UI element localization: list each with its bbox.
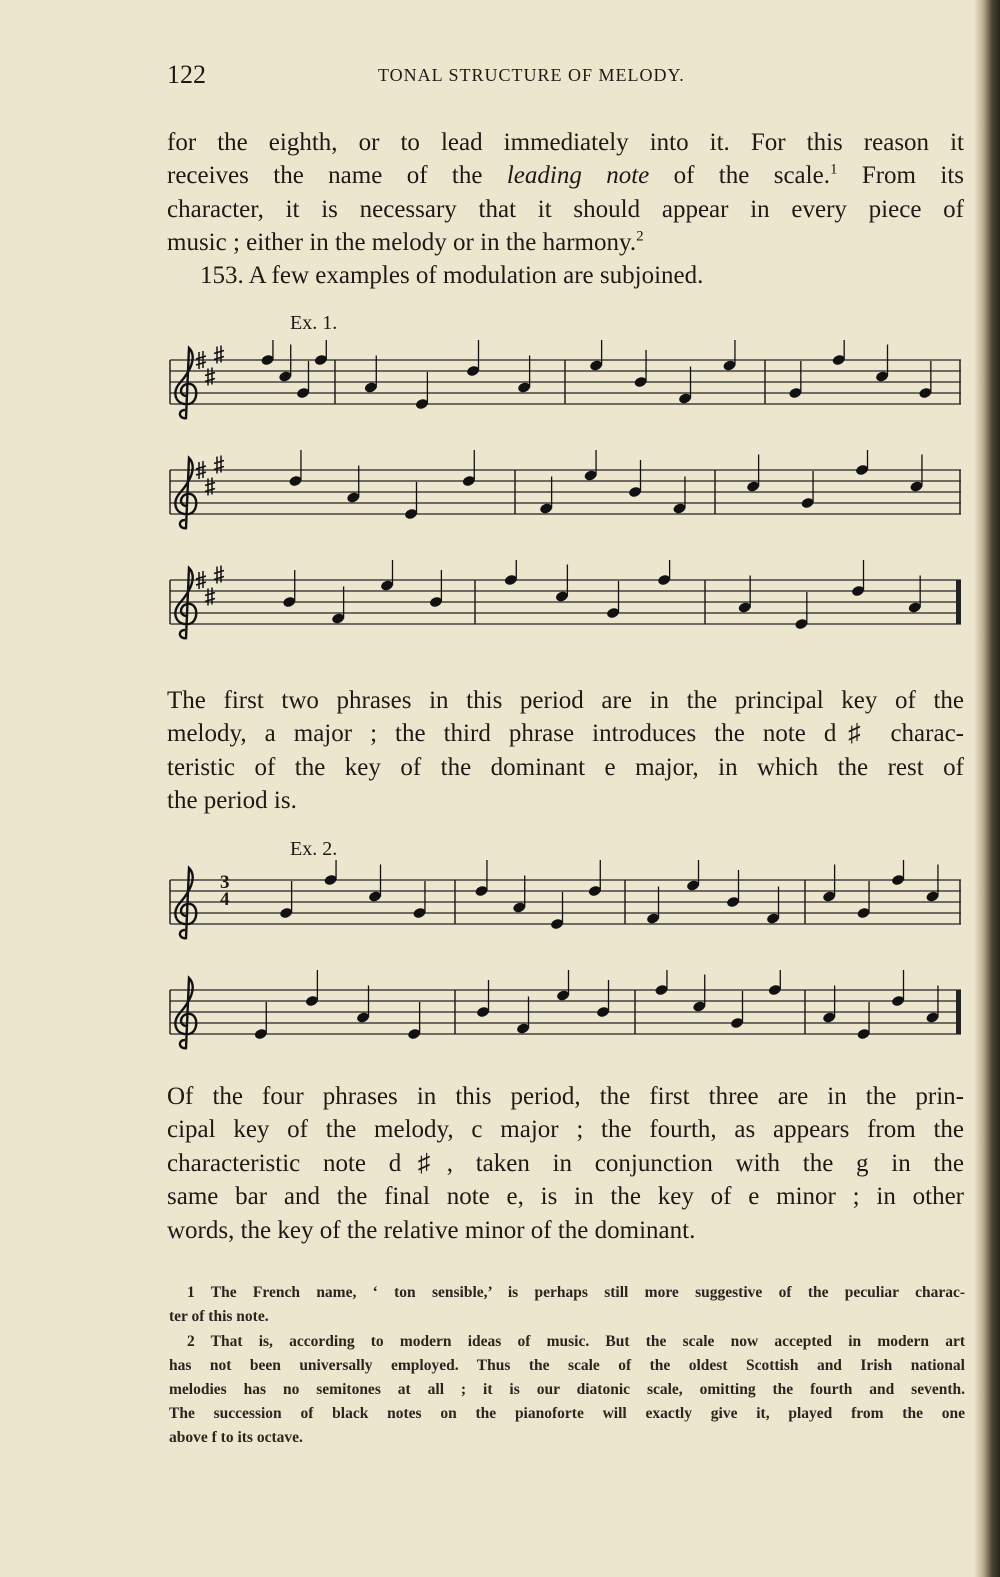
body-line: words, the key of the relative minor of the dominant. [167, 1217, 696, 1244]
body-line: melody, a major ; the third phrase introduces the note d♯ charac- [167, 720, 964, 747]
running-title: TONAL STRUCTURE OF MELODY. [378, 65, 685, 85]
example-2-label: Ex. 2. [290, 838, 338, 860]
sharp-icon [205, 588, 215, 606]
body-line: Of the four phrases in this period, the first three are in the prin- [167, 1083, 964, 1110]
sharp-icon [214, 456, 224, 474]
final-barline [956, 990, 961, 1034]
music-staff-ex1-3 [165, 560, 965, 660]
music-staff-ex1-1 [165, 340, 965, 440]
treble-clef-icon [175, 458, 196, 528]
footnote-2-cont: The succession of black notes on the pianoforte will exactly give it, played from the one [169, 1405, 965, 1422]
music-staff-ex2-1 [165, 860, 965, 960]
body-line: receives the name of the leading note of the scale.$^1$ From its [167, 161, 965, 189]
footnote-2: 2 That is, according to modern ideas of music. But the scale now accepted in modern art [187, 1333, 965, 1350]
music-staff-ex1-2 [165, 450, 965, 550]
body-line: The first two phrases in this period are in the principal key of the [167, 687, 964, 714]
page-number: 122 [167, 60, 206, 89]
footnote-1-cont: ter of this note. [169, 1308, 269, 1325]
treble-clef-icon [175, 568, 196, 638]
treble-clef-icon [175, 978, 196, 1048]
music-staff-ex2-2 [165, 970, 965, 1070]
time-signature: 3 4 [220, 872, 230, 910]
treble-clef-icon [175, 868, 196, 938]
body-line: characteristic note d♯, taken in conjunction with the g in the [167, 1150, 964, 1177]
body-line: for the eighth, or to lead immediately into it. For this reason it [167, 129, 964, 156]
footnote-2-cont: has not been universally employed. Thus the scale of the oldest Scottish and Irish national [169, 1357, 965, 1374]
body-line: teristic of the key of the dominant e major, in which the rest of [167, 754, 964, 781]
footnote-2-cont: above f to its octave. [169, 1429, 303, 1446]
body-line: music ; either in the melody or in the harmony.$^2$ [167, 228, 644, 256]
treble-clef-icon [175, 348, 196, 418]
sharp-icon [214, 566, 224, 584]
body-line: the period is. [167, 787, 297, 814]
body-line: same bar and the final note e, is in the key of e minor ; in other [167, 1183, 964, 1210]
final-barline [956, 580, 961, 624]
sharp-icon [205, 368, 215, 386]
sharp-icon [214, 346, 224, 364]
page-edge-shadow [974, 0, 1000, 1577]
footnote-2-cont: melodies has no semitones at all ; it is our diatonic scale, omitting the fourth and seventh. [169, 1381, 965, 1398]
example-1-label: Ex. 1. [290, 312, 338, 334]
sharp-icon [205, 478, 215, 496]
footnote-1: 1 The French name, ‘ ton sensible,’ is perhaps still more suggestive of the peculiar charac- [187, 1284, 965, 1301]
body-line: character, it is necessary that it should appear in every piece of [167, 196, 964, 223]
body-line: cipal key of the melody, c major ; the fourth, as appears from the [167, 1116, 964, 1143]
section-153: 153. A few examples of modulation are subjoined. [200, 262, 704, 289]
